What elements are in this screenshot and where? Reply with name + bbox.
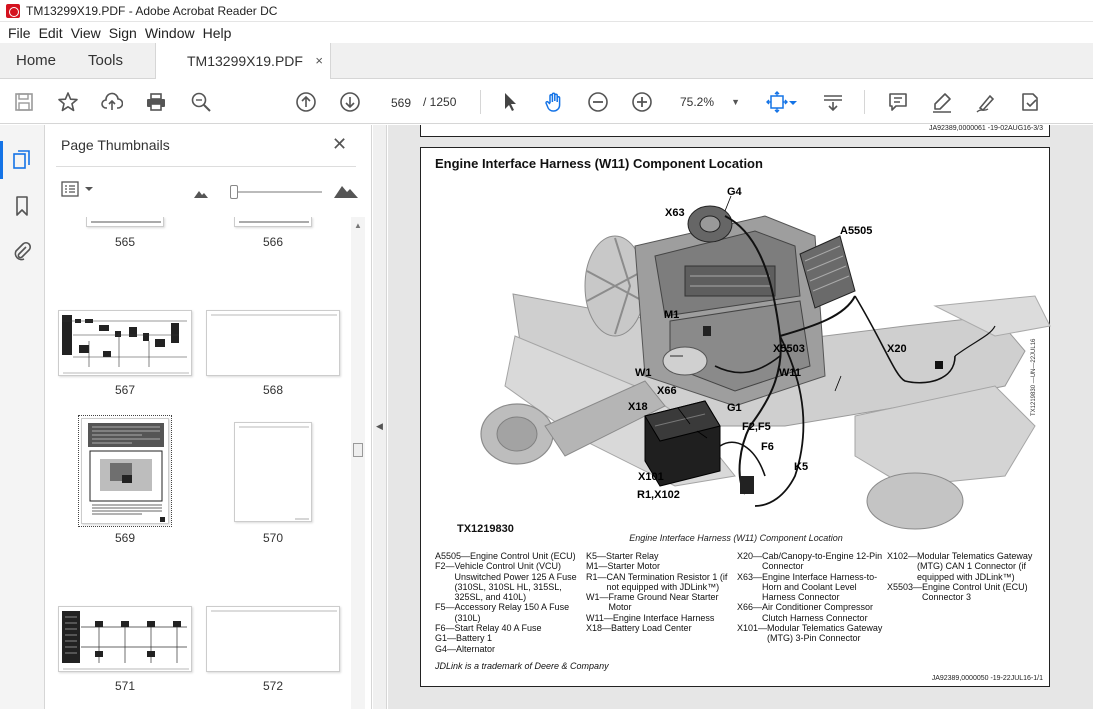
callout-label: X63 xyxy=(665,207,685,219)
panel-splitter[interactable] xyxy=(373,125,387,709)
engine-harness-figure xyxy=(435,176,1055,536)
close-tab-icon[interactable]: × xyxy=(315,53,323,68)
legend-item: A5505— Engine Control Unit (ECU) xyxy=(435,551,576,561)
menu-view[interactable]: View xyxy=(70,24,101,41)
slider-track xyxy=(230,191,322,193)
close-panel-icon[interactable]: ✕ xyxy=(332,134,348,154)
legend-column-1 xyxy=(435,551,583,654)
toolbar-divider xyxy=(864,90,865,114)
figure-id: TX1219830 xyxy=(457,523,514,535)
menu-help[interactable]: Help xyxy=(202,24,232,41)
thumbnail-page-selected[interactable] xyxy=(81,418,169,524)
callout-label: X101 xyxy=(638,471,664,483)
hand-icon[interactable] xyxy=(543,91,565,113)
legend-item: X18— Battery Load Center xyxy=(586,623,692,634)
legend-item: G1— Battery 1 xyxy=(435,633,493,644)
previous-page-footer: JA92389,0000061 -19-02AUG16-3/3 xyxy=(928,125,1043,132)
callout-label: M1 xyxy=(664,309,680,321)
legend-item: W1— Frame Ground Near Starter Motor xyxy=(586,592,719,613)
panel-title: Page Thumbnails xyxy=(61,137,170,153)
legend-item: M1— Starter Motor xyxy=(586,561,661,572)
left-nav-rail xyxy=(0,125,45,709)
title-bar xyxy=(0,0,1093,22)
callout-label: G4 xyxy=(727,186,742,198)
callout-label: G1 xyxy=(727,402,742,414)
thumbnail-page[interactable] xyxy=(58,606,192,672)
tab-home[interactable]: Home xyxy=(16,52,57,69)
pdf-page xyxy=(420,147,1050,687)
select-cursor-icon[interactable] xyxy=(499,91,521,113)
thumbnail-label: 568 xyxy=(262,383,284,397)
thumbnails-scrollbar[interactable] xyxy=(351,217,365,709)
callout-label: X20 xyxy=(887,343,907,355)
legend-item: X66— Air Conditioner Compressor Clutch Harness Connector xyxy=(737,602,874,623)
zoom-level-select[interactable] xyxy=(672,90,746,114)
acrobat-app-icon xyxy=(6,4,20,18)
figure-caption: Engine Interface Harness (W11) Component Location xyxy=(629,533,843,543)
tab-bar xyxy=(0,43,1093,79)
page-heading: Engine Interface Harness (W11) Component Location xyxy=(435,156,763,171)
legend-column-3 xyxy=(737,551,885,644)
callout-label: F2,F5 xyxy=(742,421,771,433)
page-down-icon[interactable] xyxy=(339,91,361,113)
menu-edit[interactable]: Edit xyxy=(38,24,63,41)
thumbnail-label: 565 xyxy=(114,235,136,249)
legend-column-2 xyxy=(586,551,734,633)
menu-bar xyxy=(0,22,1093,43)
thumbnail-label: 570 xyxy=(262,531,284,545)
legend-item: G4— Alternator xyxy=(435,643,496,654)
thumbnail-label: 571 xyxy=(114,679,136,693)
fit-options-chevron-icon[interactable] xyxy=(788,91,798,113)
legend-item: F6— Start Relay 40 A Fuse xyxy=(435,623,542,634)
zoom-level-value: 75.2% xyxy=(680,95,715,109)
page-footer-ref: JA92389,0000050 -19-22JUL16-1/1 xyxy=(931,675,1043,682)
callout-label: K5 xyxy=(794,461,809,473)
small-mountain-icon xyxy=(194,187,208,201)
thumbnail-page[interactable] xyxy=(234,217,312,227)
sign-icon[interactable] xyxy=(975,91,997,113)
toolbar-divider xyxy=(480,90,481,114)
highlight-pen-icon[interactable] xyxy=(931,91,953,113)
bookmark-star-icon[interactable] xyxy=(57,91,79,113)
thumbnail-options-menu[interactable] xyxy=(61,180,95,198)
legend-item: R1— CAN Termination Resistor 1 (if not equipped with JDLink™) xyxy=(586,571,728,592)
collapse-panel-arrow-icon[interactable]: ◀ xyxy=(376,421,383,431)
trademark-note: JDLink is a trademark of Deere & Company xyxy=(435,661,609,671)
panel-divider xyxy=(56,166,356,167)
thumbnails-list xyxy=(46,217,354,709)
legend-item: X20— Cab/Canopy-to-Engine 12-Pin Connector xyxy=(737,551,883,572)
legend-item: X101— Modular Telematics Gateway (MTG) 3-Pin Connector xyxy=(737,623,883,644)
bookmarks-icon[interactable] xyxy=(11,195,33,217)
tab-document[interactable] xyxy=(155,43,331,79)
thumbnail-label: 566 xyxy=(262,235,284,249)
legend-item: X63— Engine Interface Harness-to-Horn and Coolant Level Harness Connector xyxy=(737,571,878,603)
window-title: TM13299X19.PDF - Adobe Acrobat Reader DC xyxy=(26,3,278,18)
menu-file[interactable]: File xyxy=(8,24,31,41)
callout-label: A5505 xyxy=(840,225,873,237)
scroll-up-arrow-icon[interactable]: ▲ xyxy=(354,221,362,230)
scroll-mode-icon[interactable] xyxy=(822,91,844,113)
scrollbar-thumb[interactable] xyxy=(353,443,363,457)
menu-window[interactable]: Window xyxy=(144,24,195,41)
zoom-out-icon[interactable] xyxy=(587,91,609,113)
callout-label: F6 xyxy=(761,441,774,453)
menu-sign[interactable]: Sign xyxy=(108,24,137,41)
toolbar xyxy=(0,80,1093,124)
callout-label: X18 xyxy=(628,401,648,413)
attachments-icon[interactable] xyxy=(11,240,33,262)
zoom-in-icon[interactable] xyxy=(631,91,653,113)
legend-item: F5— Accessory Relay 150 A Fuse (310L) xyxy=(435,602,570,623)
legend-item: X102— Modular Telematics Gateway (MTG) CAN 1 Connector (if equipped with JDLink™) xyxy=(887,551,1033,582)
vertical-figure-ref: TX1219830 —UN—22JUL16 xyxy=(1031,338,1037,416)
callout-label: W1 xyxy=(635,367,652,379)
slider-handle[interactable] xyxy=(230,185,238,199)
save-icon[interactable] xyxy=(13,91,35,113)
chevron-down-icon: ▼ xyxy=(731,97,740,107)
callout-label: R1,X102 xyxy=(637,489,680,501)
thumbnail-page[interactable] xyxy=(234,422,312,522)
search-zoom-icon[interactable] xyxy=(190,91,212,113)
page-up-icon[interactable] xyxy=(295,91,317,113)
thumbnail-page[interactable] xyxy=(206,310,340,376)
thumbnail-label: 567 xyxy=(114,383,136,397)
upload-icon[interactable] xyxy=(101,91,123,113)
legend-item: K5— Starter Relay xyxy=(586,551,659,561)
page-thumbnails-panel xyxy=(46,125,372,709)
thumbnail-page[interactable] xyxy=(58,310,192,376)
legend-column-4 xyxy=(887,551,1037,602)
thumbnail-label: 569 xyxy=(114,531,136,545)
previous-page xyxy=(420,125,1050,137)
page-number-input[interactable]: 569 xyxy=(381,90,421,114)
legend-item: F2— Vehicle Control Unit (VCU) Unswitched Power 125 A Fuse (310SL, 310SL HL, 315SL, 325SL, and 410L) xyxy=(435,561,577,603)
more-tools-icon[interactable] xyxy=(1019,91,1041,113)
legend-item: X5503— Engine Control Unit (ECU) Connector 3 xyxy=(887,581,1028,603)
callout-label: X5503 xyxy=(773,343,805,355)
print-icon[interactable] xyxy=(145,91,167,113)
comment-icon[interactable] xyxy=(887,91,909,113)
large-mountain-icon xyxy=(334,182,358,201)
thumbnail-label: 572 xyxy=(262,679,284,693)
page-total: / 1250 xyxy=(423,95,457,109)
callout-label: X66 xyxy=(657,385,677,397)
document-view xyxy=(388,125,1093,709)
tab-tools[interactable]: Tools xyxy=(88,52,124,69)
page-thumbnails-icon[interactable] xyxy=(11,149,33,171)
legend-item: W11— Engine Interface Harness xyxy=(586,612,715,623)
callout-label: W11 xyxy=(779,367,802,379)
thumbnail-size-slider[interactable] xyxy=(194,185,359,199)
thumbnail-page[interactable] xyxy=(206,606,340,672)
fit-page-icon[interactable] xyxy=(766,91,788,113)
engine-illustration xyxy=(435,176,1055,536)
thumbnail-page[interactable] xyxy=(86,217,164,227)
tab-document-label: TM13299X19.PDF xyxy=(187,53,303,69)
